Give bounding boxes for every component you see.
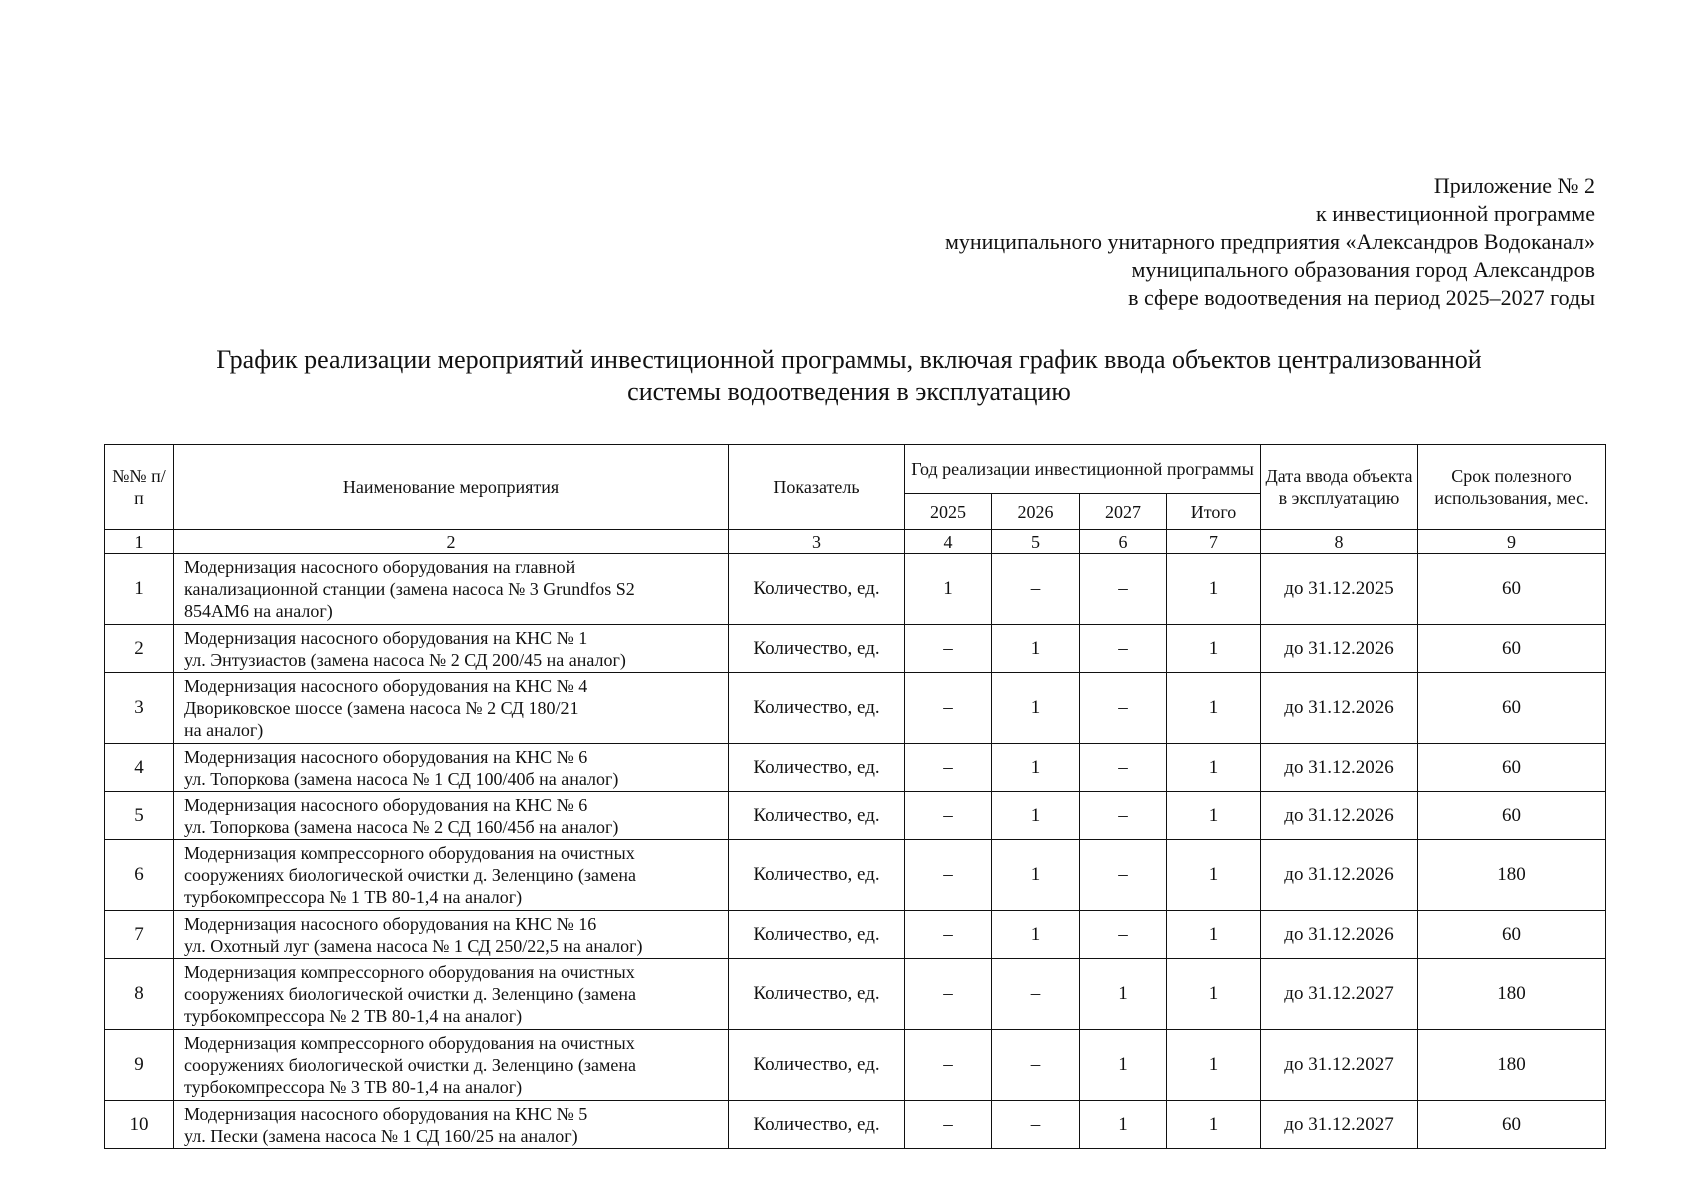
table-row — [105, 744, 1606, 792]
cell-name: Модернизация насосного оборудования на КНС № 6 ул. Топоркова (замена насоса № 1 СД 100/40б на аналог) — [174, 744, 729, 792]
cell-date: до 31.12.2026 — [1261, 840, 1418, 911]
appendix-line: муниципального унитарного предприятия «Александров Водоканал» — [944, 229, 1595, 254]
appendix-line: к инвестиционной программе — [1316, 201, 1595, 226]
cell-2027: 1 — [1080, 959, 1167, 1030]
cell-date: до 31.12.2025 — [1261, 554, 1418, 625]
cell-date: до 31.12.2026 — [1261, 673, 1418, 744]
cell-2026: 1 — [992, 744, 1080, 792]
cell-2025: 1 — [905, 554, 992, 625]
cell-2027: – — [1080, 625, 1167, 673]
cell-num: 4 — [105, 744, 174, 792]
header-year-group: Год реализации инвестиционной программы — [905, 445, 1261, 494]
cell-indicator: Количество, ед. — [729, 673, 905, 744]
table-row — [105, 911, 1606, 959]
cell-term: 60 — [1418, 1101, 1606, 1149]
cell-total: 1 — [1167, 792, 1261, 840]
cell-2026: 1 — [992, 625, 1080, 673]
cell-date: до 31.12.2027 — [1261, 1030, 1418, 1101]
column-number: 2 — [174, 530, 729, 554]
cell-name: Модернизация компрессорного оборудования на очистных сооружениях биологической очистки д. Зеленцино (замена турбокомпрессора № 1 ТВ 80-1,4 на аналог) — [174, 840, 729, 911]
cell-2025: – — [905, 625, 992, 673]
column-number: 7 — [1167, 530, 1261, 554]
cell-name: Модернизация насосного оборудования на КНС № 16 ул. Охотный луг (замена насоса № 1 СД 250/22,5 на аналог) — [174, 911, 729, 959]
header-2026: 2026 — [992, 494, 1080, 530]
cell-term: 180 — [1418, 1030, 1606, 1101]
cell-term: 60 — [1418, 792, 1606, 840]
cell-name: Модернизация компрессорного оборудования на очистных сооружениях биологической очистки д. Зеленцино (замена турбокомпрессора № 2 ТВ 80-1,4 на аналог) — [174, 959, 729, 1030]
cell-indicator: Количество, ед. — [729, 1101, 905, 1149]
cell-2027: – — [1080, 673, 1167, 744]
table-row — [105, 1030, 1606, 1101]
cell-2026: 1 — [992, 911, 1080, 959]
cell-2027: – — [1080, 744, 1167, 792]
table-row — [105, 1101, 1606, 1149]
cell-total: 1 — [1167, 744, 1261, 792]
cell-date: до 31.12.2027 — [1261, 1101, 1418, 1149]
cell-term: 60 — [1418, 554, 1606, 625]
cell-date: до 31.12.2026 — [1261, 792, 1418, 840]
cell-2026: – — [992, 1030, 1080, 1101]
header-indicator: Показатель — [729, 445, 905, 530]
cell-2027: 1 — [1080, 1030, 1167, 1101]
title-line: График реализации мероприятий инвестиционной программы, включая график ввода объектов централизованной — [216, 345, 1482, 374]
cell-2027: 1 — [1080, 1101, 1167, 1149]
cell-2027: – — [1080, 840, 1167, 911]
cell-num: 10 — [105, 1101, 174, 1149]
cell-2025: – — [905, 673, 992, 744]
table-row — [105, 554, 1606, 625]
column-number: 5 — [992, 530, 1080, 554]
cell-name: Модернизация насосного оборудования на главной канализационной станции (замена насоса № 3 Grundfos S2 854AM6 на аналог) — [174, 554, 729, 625]
cell-2025: – — [905, 792, 992, 840]
cell-indicator: Количество, ед. — [729, 840, 905, 911]
cell-2026: – — [992, 959, 1080, 1030]
appendix-line: муниципального образования город Александров — [1131, 257, 1595, 282]
header-num: №№ п/п — [105, 445, 174, 530]
column-number: 6 — [1080, 530, 1167, 554]
column-number: 4 — [905, 530, 992, 554]
cell-2026: 1 — [992, 840, 1080, 911]
cell-name: Модернизация компрессорного оборудования на очистных сооружениях биологической очистки д. Зеленцино (замена турбокомпрессора № 3 ТВ 80-1,4 на аналог) — [174, 1030, 729, 1101]
header-name: Наименование мероприятия — [174, 445, 729, 530]
cell-num: 1 — [105, 554, 174, 625]
cell-name: Модернизация насосного оборудования на КНС № 4 Двориковское шоссе (замена насоса № 2 СД 180/21 на аналог) — [174, 673, 729, 744]
cell-total: 1 — [1167, 554, 1261, 625]
column-number: 8 — [1261, 530, 1418, 554]
header-2027: 2027 — [1080, 494, 1167, 530]
cell-num: 6 — [105, 840, 174, 911]
cell-total: 1 — [1167, 1030, 1261, 1101]
schedule-table — [104, 444, 1606, 1149]
table-row — [105, 673, 1606, 744]
cell-indicator: Количество, ед. — [729, 959, 905, 1030]
cell-num: 8 — [105, 959, 174, 1030]
table-row — [105, 625, 1606, 673]
cell-indicator: Количество, ед. — [729, 554, 905, 625]
cell-term: 60 — [1418, 911, 1606, 959]
column-number-row — [105, 530, 1606, 554]
header-2025: 2025 — [905, 494, 992, 530]
cell-2026: 1 — [992, 792, 1080, 840]
cell-total: 1 — [1167, 911, 1261, 959]
cell-2025: – — [905, 744, 992, 792]
table-row — [105, 840, 1606, 911]
cell-indicator: Количество, ед. — [729, 625, 905, 673]
table-row — [105, 959, 1606, 1030]
cell-2026: – — [992, 1101, 1080, 1149]
cell-2025: – — [905, 840, 992, 911]
cell-indicator: Количество, ед. — [729, 911, 905, 959]
cell-indicator: Количество, ед. — [729, 744, 905, 792]
header-total: Итого — [1167, 494, 1261, 530]
cell-name: Модернизация насосного оборудования на КНС № 6 ул. Топоркова (замена насоса № 2 СД 160/45б на аналог) — [174, 792, 729, 840]
cell-date: до 31.12.2027 — [1261, 959, 1418, 1030]
cell-indicator: Количество, ед. — [729, 792, 905, 840]
cell-2025: – — [905, 1030, 992, 1101]
cell-2027: – — [1080, 792, 1167, 840]
cell-num: 2 — [105, 625, 174, 673]
cell-num: 9 — [105, 1030, 174, 1101]
cell-num: 7 — [105, 911, 174, 959]
cell-total: 1 — [1167, 1101, 1261, 1149]
cell-name: Модернизация насосного оборудования на КНС № 1 ул. Энтузиастов (замена насоса № 2 СД 200/45 на аналог) — [174, 625, 729, 673]
column-number: 1 — [105, 530, 174, 554]
cell-term: 180 — [1418, 959, 1606, 1030]
column-number: 3 — [729, 530, 905, 554]
document-title — [104, 344, 1594, 408]
cell-date: до 31.12.2026 — [1261, 744, 1418, 792]
cell-2025: – — [905, 911, 992, 959]
cell-term: 60 — [1418, 744, 1606, 792]
cell-total: 1 — [1167, 625, 1261, 673]
cell-2025: – — [905, 1101, 992, 1149]
cell-date: до 31.12.2026 — [1261, 625, 1418, 673]
appendix-line: Приложение № 2 — [1433, 173, 1595, 198]
cell-name: Модернизация насосного оборудования на КНС № 5 ул. Пески (замена насоса № 1 СД 160/25 на аналог) — [174, 1101, 729, 1149]
title-line: системы водоотведения в эксплуатацию — [627, 377, 1071, 406]
cell-2027: – — [1080, 911, 1167, 959]
header-term: Срок полезного использования, мес. — [1418, 445, 1606, 530]
appendix-heading — [945, 172, 1595, 312]
cell-2026: 1 — [992, 673, 1080, 744]
column-number: 9 — [1418, 530, 1606, 554]
header-date: Дата ввода объекта в эксплуатацию — [1261, 445, 1418, 530]
cell-date: до 31.12.2026 — [1261, 911, 1418, 959]
cell-total: 1 — [1167, 959, 1261, 1030]
cell-2026: – — [992, 554, 1080, 625]
cell-2027: – — [1080, 554, 1167, 625]
cell-term: 60 — [1418, 673, 1606, 744]
cell-num: 3 — [105, 673, 174, 744]
cell-num: 5 — [105, 792, 174, 840]
cell-2025: – — [905, 959, 992, 1030]
cell-term: 180 — [1418, 840, 1606, 911]
table-row — [105, 792, 1606, 840]
cell-total: 1 — [1167, 840, 1261, 911]
appendix-line: в сфере водоотведения на период 2025–2027 годы — [1128, 285, 1595, 310]
cell-total: 1 — [1167, 673, 1261, 744]
cell-term: 60 — [1418, 625, 1606, 673]
cell-indicator: Количество, ед. — [729, 1030, 905, 1101]
